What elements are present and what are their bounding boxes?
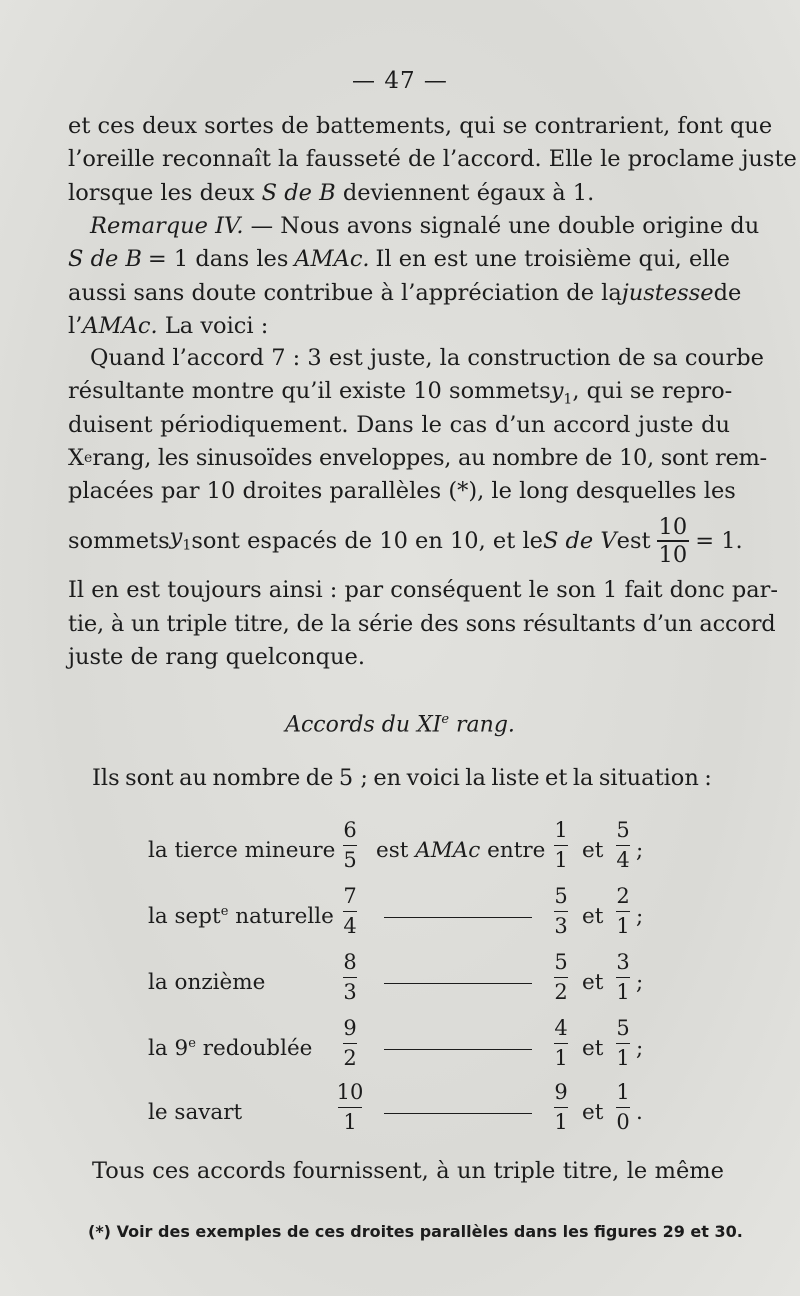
intro-word: voici bbox=[406, 765, 460, 791]
denominator: 4 bbox=[616, 848, 630, 872]
accord-row bbox=[0, 1082, 800, 1146]
bottom-word: à bbox=[436, 1158, 450, 1184]
ratio-fraction bbox=[330, 1082, 370, 1133]
intro-word: sont bbox=[125, 765, 174, 791]
line-text: , qui se repro- bbox=[572, 378, 733, 405]
bottom-word: un bbox=[457, 1158, 487, 1184]
numerator: 5 bbox=[554, 950, 568, 974]
text-line bbox=[68, 243, 730, 276]
fraction bbox=[330, 886, 370, 937]
superscript: e bbox=[188, 1036, 196, 1051]
line-text: duisent périodiquement. Dans le cas d’un accord juste du bbox=[68, 411, 730, 438]
bottom-text-line bbox=[92, 1158, 724, 1184]
intro-line bbox=[92, 765, 712, 791]
footnote: (*) Voir des exemples de ces droites parallèles dans les figures 29 et 30. bbox=[88, 1222, 743, 1241]
fraction bbox=[608, 820, 638, 871]
intro-word: et bbox=[545, 765, 568, 791]
ditto-rule bbox=[384, 917, 532, 918]
est-amac-entre bbox=[376, 838, 545, 863]
et-word: et bbox=[582, 970, 604, 995]
intro-word: situation bbox=[598, 765, 699, 791]
denominator: 1 bbox=[554, 1110, 568, 1134]
intro-word: 5 ; bbox=[338, 765, 368, 791]
numerator: 5 bbox=[554, 884, 568, 908]
numerator: 5 bbox=[616, 818, 630, 842]
lower-bound-fraction bbox=[546, 1082, 576, 1133]
line-text: tie, à un triple titre, de la série des sons résultants d’un accord bbox=[68, 610, 776, 637]
denominator: 3 bbox=[554, 914, 568, 938]
numerator: 1 bbox=[616, 1080, 630, 1104]
line-text: La voici : bbox=[164, 312, 269, 339]
ditto-rule bbox=[384, 1113, 532, 1114]
superscript: e bbox=[84, 449, 93, 466]
upper-bound-fraction bbox=[608, 1082, 638, 1133]
row-punctuation: . bbox=[636, 1100, 643, 1125]
bottom-word: Tous bbox=[92, 1158, 145, 1184]
amac-term: AMAc. bbox=[82, 312, 158, 339]
remarque-heading: Remarque IV. bbox=[90, 213, 244, 239]
name-text: le savart bbox=[148, 1100, 243, 1125]
line-text: Il en est toujours ainsi : par conséquent le son 1 fait donc par- bbox=[68, 577, 779, 604]
superscript: e bbox=[441, 712, 450, 727]
justesse-term: justesse bbox=[621, 279, 714, 306]
lower-bound-fraction bbox=[546, 1018, 576, 1069]
denominator: 1 bbox=[554, 848, 568, 872]
denominator: 2 bbox=[554, 980, 568, 1004]
lower-bound-fraction bbox=[546, 952, 576, 1003]
numerator: 1 bbox=[554, 818, 568, 842]
row-punctuation: ; bbox=[636, 838, 644, 863]
text-line bbox=[68, 409, 730, 442]
et-word: et bbox=[582, 904, 604, 929]
y1-variable bbox=[551, 375, 573, 408]
fraction bbox=[546, 1082, 576, 1133]
denominator: 1 bbox=[616, 980, 630, 1004]
upper-bound-fraction bbox=[608, 952, 638, 1003]
accord-name bbox=[148, 1036, 312, 1061]
line-text: Il en est une troisième qui, elle bbox=[375, 246, 730, 273]
text-line bbox=[68, 177, 730, 210]
text-line bbox=[68, 641, 730, 674]
name-text: naturelle bbox=[228, 904, 334, 930]
line-text: rang, les sinusoïdes enveloppes, au nombre de 10, sont rem- bbox=[92, 444, 767, 471]
intro-word: nombre bbox=[212, 765, 301, 791]
accord-row bbox=[0, 886, 800, 950]
name-text: la 9 bbox=[148, 1036, 189, 1062]
upper-bound-fraction bbox=[608, 1018, 638, 1069]
paragraph-3 bbox=[68, 342, 779, 674]
line-text: l’ bbox=[68, 312, 83, 339]
denominator: 0 bbox=[616, 1110, 630, 1134]
fraction bbox=[330, 952, 370, 1003]
intro-word: : bbox=[704, 765, 712, 791]
ratio-fraction bbox=[330, 1018, 370, 1069]
numerator: 10 bbox=[658, 513, 688, 540]
intro-word: la bbox=[572, 765, 594, 791]
fraction bbox=[330, 1082, 370, 1133]
numerator: 5 bbox=[616, 1016, 630, 1040]
text-line bbox=[68, 442, 767, 475]
name-text: la tierce mineure bbox=[148, 838, 336, 863]
intro-word: Ils bbox=[92, 765, 120, 791]
intro-word: la bbox=[465, 765, 486, 791]
text-line bbox=[68, 375, 733, 408]
fraction bbox=[546, 1018, 576, 1069]
y-letter: y bbox=[169, 523, 183, 550]
numerator: 9 bbox=[554, 1080, 568, 1104]
bottom-word: même bbox=[654, 1158, 724, 1184]
fraction bbox=[546, 886, 576, 937]
ratio-fraction bbox=[330, 952, 370, 1003]
accord-name bbox=[148, 970, 265, 995]
numerator: 6 bbox=[343, 818, 357, 842]
line-text: sont espacés de 10 en 10, et le bbox=[191, 527, 543, 554]
et-word: et bbox=[582, 1100, 604, 1125]
accord-name bbox=[148, 904, 334, 929]
numerator: 7 bbox=[343, 884, 357, 908]
numerator: 10 bbox=[336, 1080, 364, 1104]
accord-row bbox=[0, 1018, 800, 1082]
lower-bound-fraction bbox=[546, 886, 576, 937]
line-text: et ces deux sortes de battements, qui se contrarient, font que bbox=[68, 113, 773, 139]
ditto-rule bbox=[384, 983, 532, 984]
et-word: et bbox=[582, 1036, 604, 1061]
denominator: 4 bbox=[343, 914, 357, 938]
section-title bbox=[0, 712, 800, 737]
line-text: = 1 dans les bbox=[147, 246, 289, 273]
fraction bbox=[608, 886, 638, 937]
s-de-v-term: S de V bbox=[542, 527, 617, 554]
denominator: 5 bbox=[343, 848, 357, 872]
bottom-word: titre, bbox=[562, 1158, 620, 1184]
fraction bbox=[546, 952, 576, 1003]
text-line bbox=[68, 110, 773, 143]
lower-bound-fraction bbox=[546, 820, 576, 871]
row-punctuation: ; bbox=[636, 1036, 644, 1061]
accord-row bbox=[0, 820, 800, 884]
subscript: 1 bbox=[182, 537, 192, 554]
line-text: — Nous avons signalé une double origine du bbox=[250, 213, 760, 239]
superscript: e bbox=[220, 904, 229, 919]
line-text: juste de rang quelconque. bbox=[68, 644, 366, 671]
fraction bbox=[330, 1018, 370, 1069]
intro-word: liste bbox=[491, 765, 540, 791]
numerator: 2 bbox=[616, 884, 630, 908]
et-word: et bbox=[582, 838, 604, 863]
text-line bbox=[68, 475, 736, 508]
ratio-fraction bbox=[330, 886, 370, 937]
name-text: la sept bbox=[148, 904, 221, 930]
text-line bbox=[68, 143, 797, 176]
fraction bbox=[608, 952, 638, 1003]
intro-word: de bbox=[305, 765, 334, 791]
fraction bbox=[608, 1018, 638, 1069]
line-text: sommets bbox=[68, 527, 170, 554]
fraction bbox=[608, 1082, 638, 1133]
text-line bbox=[68, 210, 760, 243]
text-line bbox=[68, 277, 742, 310]
denominator: 1 bbox=[616, 914, 630, 938]
fraction-10-10 bbox=[657, 513, 690, 569]
y1-variable bbox=[170, 521, 192, 563]
y-letter: y bbox=[550, 378, 564, 405]
line-text: Quand l’accord 7 : 3 est juste, la construction de sa courbe bbox=[90, 345, 764, 371]
intro-word: au bbox=[179, 765, 208, 791]
line-text: est bbox=[616, 527, 651, 554]
intro-word: en bbox=[373, 765, 402, 791]
text-line bbox=[68, 508, 743, 574]
bottom-word: ces accords fournissent, bbox=[152, 1158, 429, 1184]
paragraph-remarque bbox=[68, 210, 760, 343]
fraction bbox=[546, 820, 576, 871]
text-line bbox=[68, 574, 779, 607]
title-text: rang. bbox=[449, 712, 515, 738]
denominator: 1 bbox=[343, 1110, 357, 1134]
text-line bbox=[68, 310, 730, 343]
line-text: X bbox=[68, 444, 85, 471]
title-text: Accords du XI bbox=[285, 712, 442, 738]
text-line bbox=[68, 342, 764, 375]
upper-bound-fraction bbox=[608, 820, 638, 871]
s-de-b-term: S de B bbox=[68, 246, 142, 273]
line-text: l’oreille reconnaît la fausseté de l’accord. Elle le proclame juste bbox=[68, 146, 797, 173]
page-number: — 47 — bbox=[352, 68, 448, 94]
denominator: 1 bbox=[616, 1046, 630, 1070]
line-text: de bbox=[713, 279, 742, 306]
amac-term: AMAc. bbox=[294, 246, 370, 273]
name-text: redoublée bbox=[195, 1036, 313, 1062]
denominator: 1 bbox=[554, 1046, 568, 1070]
line-text: deviennent égaux à 1. bbox=[342, 179, 595, 206]
upper-bound-fraction bbox=[608, 886, 638, 937]
row-punctuation: ; bbox=[636, 970, 644, 995]
bottom-word: triple bbox=[493, 1158, 556, 1184]
accord-name bbox=[148, 838, 335, 863]
line-text: = 1. bbox=[695, 527, 743, 554]
numerator: 8 bbox=[343, 950, 357, 974]
numerator: 3 bbox=[616, 950, 630, 974]
subscript: 1 bbox=[563, 391, 573, 408]
accord-row bbox=[0, 952, 800, 1016]
fraction bbox=[330, 820, 370, 871]
numerator: 9 bbox=[343, 1016, 357, 1040]
mid-text: entre bbox=[480, 838, 546, 863]
denominator: 3 bbox=[343, 980, 357, 1004]
name-text: la onzième bbox=[148, 970, 266, 995]
line-text: placées par 10 droites parallèles (*), le long desquelles les bbox=[68, 478, 736, 505]
s-de-b-term: S de B bbox=[261, 179, 336, 206]
line-text: lorsque les deux bbox=[68, 179, 255, 206]
text-line bbox=[68, 608, 776, 641]
ditto-rule bbox=[384, 1049, 532, 1050]
numerator: 4 bbox=[554, 1016, 568, 1040]
bottom-word: le bbox=[626, 1158, 648, 1184]
denominator: 10 bbox=[658, 542, 688, 569]
row-punctuation: ; bbox=[636, 904, 644, 929]
paragraph-1 bbox=[68, 110, 797, 210]
amac-term: AMAc bbox=[415, 838, 481, 863]
line-text: aussi sans doute contribue à l’appréciation de la bbox=[68, 279, 622, 306]
line-text: résultante montre qu’il existe 10 sommets bbox=[68, 378, 551, 405]
ratio-fraction bbox=[330, 820, 370, 871]
denominator: 2 bbox=[343, 1046, 357, 1070]
accord-name bbox=[148, 1100, 242, 1125]
mid-text: est bbox=[376, 838, 416, 863]
